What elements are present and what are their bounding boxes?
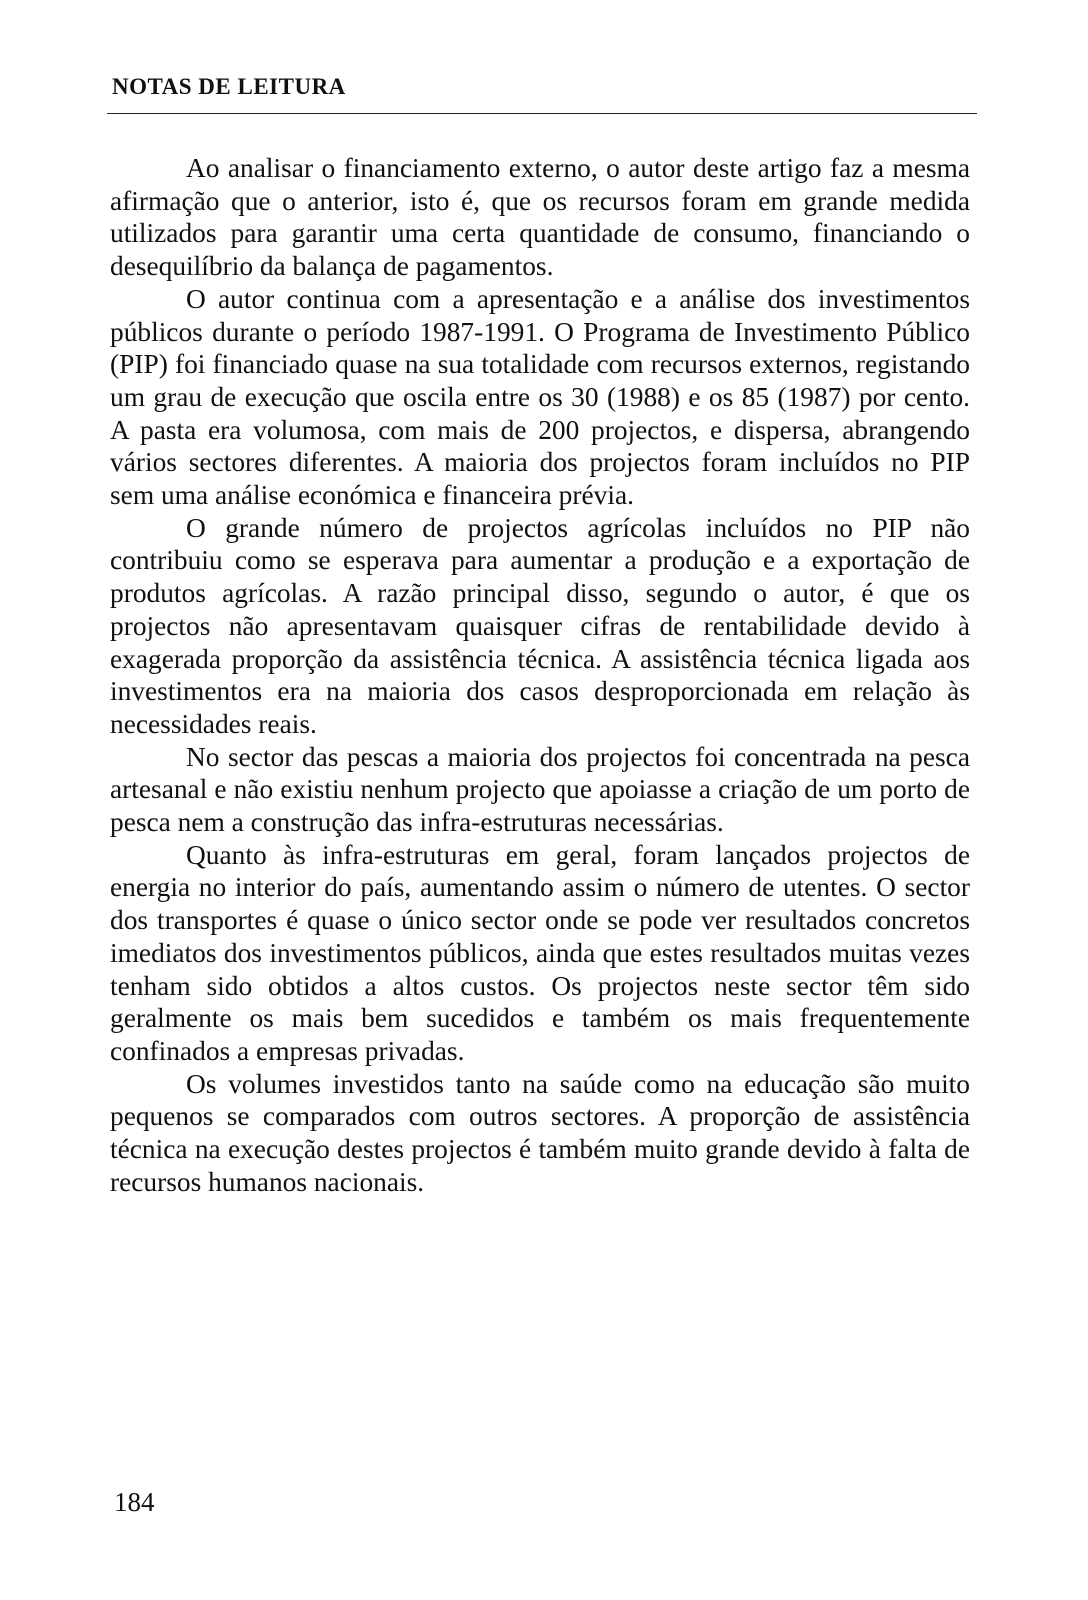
paragraph-fisheries-sector: No sector das pescas a maioria dos projectos foi concentrada na pesca artesanal e não existiu nenhum projecto que apoiasse a criação de um porto de pesca nem a construção das infra-estruturas necessárias. [110,741,970,838]
paragraph-agricultural-projects: O grande número de projectos agrícolas incluídos no PIP não contribuiu como se esperava para aumentar a produção e a exportação de produtos agrícolas. A razão principal disso, segundo o autor, é que os projectos não apresentavam quaisquer cifras de rentabilidade devido à exagerada proporção da assistência técnica. A assistência técnica ligada aos investimentos era na maioria dos casos desproporcionada em relação às necessidades reais. [110,512,970,739]
paragraph-infrastructure: Quanto às infra-estruturas em geral, foram lançados projectos de energia no interior do país, aumentando assim o número de utentes. O sector dos transportes é quase o único sector onde se pode ver resultados concretos imediatos dos investimentos públicos, ainda que estes resultados muitas vezes tenham sido obtidos a altos custos. Os projectos neste sector têm sido geralmente os mais bem sucedidos e também os mais frequentemente confinados a empresas privadas. [110,839,970,1066]
paragraph-external-financing: Ao analisar o financiamento externo, o autor deste artigo faz a mesma afirmação que o anterior, isto é, que os recursos foram em grande medida utilizados para garantir uma certa quantidade de consumo, financiando o desequilíbrio da balança de pagamentos. [110,153,970,282]
paragraph-public-investment: O autor continua com a apresentação e a análise dos investimentos públicos durante o período 1987-1991. O Programa de Investimento Público (PIP) foi financiado quase na sua totalidade com recursos externos, registando um grau de execução que oscila entre os 30 (1988) e os 85 (1987) por cento. A pasta era volumosa, com mais de 200 projectos, e dispersa, abrangendo vários sectores diferentes. A maioria dos projectos foram incluídos no PIP sem uma análise económica e financeira prévia. [110,283,970,511]
running-header-title: NOTAS DE LEITURA [112,74,346,99]
paragraph-health-education: Os volumes investidos tanto na saúde como na educação são muito pequenos se comparados com outros sectores. A proporção de assistência técnica na execução destes projectos é também muito grande devido à falta de recursos humanos nacionais. [110,1068,970,1197]
header-rule-divider [107,113,977,114]
page-number: 184 [114,1487,155,1517]
body-text [110,152,970,1199]
